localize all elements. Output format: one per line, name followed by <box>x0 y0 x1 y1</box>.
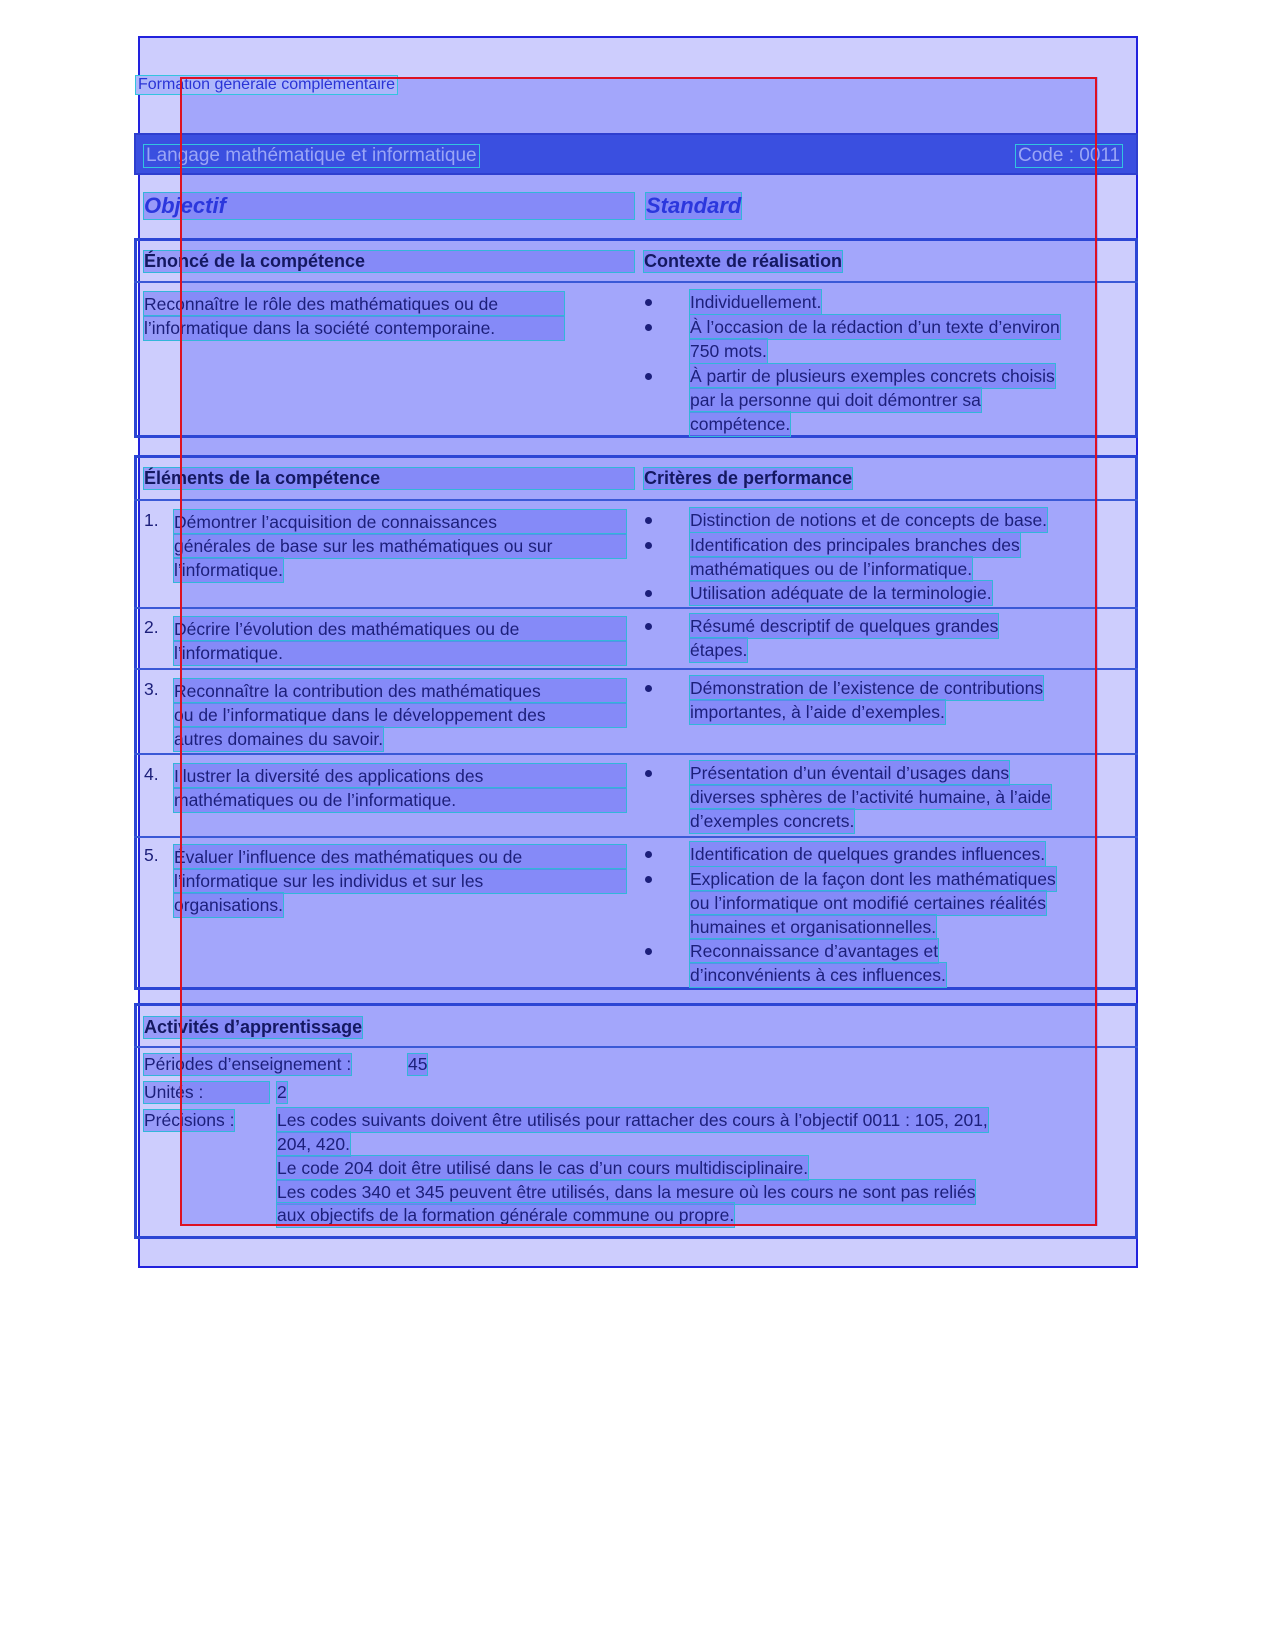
element-1-line-2: générales de base sur les mathématiques ou sur <box>174 534 626 558</box>
statement-line-1: Reconnaître le rôle des mathématiques ou de <box>144 292 564 316</box>
element-1-line-1: Démontrer l’acquisition de connaissances <box>174 510 626 534</box>
criterion-5-3-line-2: d’inconvénients à ces influences. <box>690 965 946 985</box>
criterion-4-1-line-3: d’exemples concrets. <box>690 811 855 831</box>
divider <box>134 607 1138 609</box>
criterion-1-1: Distinction de notions et de concepts de base. <box>690 510 1048 530</box>
elements-header: Éléments de la compétence <box>144 468 634 489</box>
bullet-icon <box>645 851 652 858</box>
units-value: 2 <box>277 1082 287 1102</box>
standard-heading: Standard <box>646 193 742 218</box>
element-5-line-1: Évaluer l’influence des mathématiques ou de <box>174 845 626 869</box>
element-3-line-1: Reconnaître la contribution des mathématiques <box>174 679 626 703</box>
criterion-2-1-line-2: étapes. <box>690 640 748 660</box>
context-item-3-line-2: par la personne qui doit démontrer sa <box>690 390 981 410</box>
criterion-2-1-line-1: Résumé descriptif de quelques grandes <box>690 616 999 636</box>
element-5-line-2: l’informatique sur les individus et sur les <box>174 869 626 893</box>
divider <box>134 1046 1138 1048</box>
precision-line-1: Les codes suivants doivent être utilisés pour rattacher des cours à l’objectif 0011 : 105, 201, <box>277 1110 988 1130</box>
divider <box>134 499 1138 501</box>
top-title: Formation générale complémentaire <box>138 76 396 93</box>
criterion-3-1-line-2: importantes, à l’aide d’exemples. <box>690 702 945 722</box>
context-header: Contexte de réalisation <box>644 251 843 271</box>
bullet-icon <box>645 685 652 692</box>
criterion-1-3: Utilisation adéquate de la terminologie. <box>690 583 992 603</box>
divider <box>134 668 1138 670</box>
precision-line-3: Le code 204 doit être utilisé dans le cas d’un cours multidisciplinaire. <box>277 1158 809 1178</box>
units-label: Unités : <box>144 1082 269 1103</box>
bullet-icon <box>645 373 652 380</box>
divider <box>134 836 1138 838</box>
element-number: 3. <box>144 679 159 699</box>
criterion-5-3-line-1: Reconnaissance d’avantages et <box>690 941 939 961</box>
precision-line-5: aux objectifs de la formation générale commune ou propre. <box>277 1205 735 1225</box>
element-4-line-2: mathématiques ou de l’informatique. <box>174 788 626 812</box>
context-item-3-line-1: À partir de plusieurs exemples concrets choisis <box>690 366 1055 386</box>
criterion-5-2-line-1: Explication de la façon dont les mathématiques <box>690 869 1056 889</box>
element-number: 2. <box>144 617 159 637</box>
element-3-line-2: ou de l’informatique dans le développement des <box>174 703 626 727</box>
element-number: 1. <box>144 510 159 530</box>
periods-label: Périodes d’enseignement : <box>144 1054 352 1074</box>
band-code: Code : 0011 <box>1018 145 1121 166</box>
element-number: 4. <box>144 764 159 784</box>
element-3-line-3: autres domaines du savoir. <box>174 729 384 749</box>
criterion-3-1-line-1: Démonstration de l’existence de contributions <box>690 678 1044 698</box>
statement-header: Énoncé de la compétence <box>144 251 634 272</box>
context-item-1: Individuellement. <box>690 292 822 312</box>
bullet-icon <box>645 517 652 524</box>
criterion-1-2-line-2: mathématiques ou de l’informatique. <box>690 559 973 579</box>
bullet-icon <box>645 299 652 306</box>
element-5-line-3: organisations. <box>174 895 283 915</box>
context-item-2-line-1: À l’occasion de la rédaction d’un texte d’environ <box>690 317 1060 337</box>
element-4-line-1: Illustrer la diversité des applications des <box>174 764 626 788</box>
bullet-icon <box>645 770 652 777</box>
context-item-3-line-3: compétence. <box>690 414 791 434</box>
criterion-5-2-line-2: ou l’informatique ont modifié certaines réalités <box>690 893 1047 913</box>
bullet-icon <box>645 948 652 955</box>
divider <box>134 281 1138 283</box>
bullet-icon <box>645 590 652 597</box>
criterion-5-2-line-3: humaines et organisationnelles. <box>690 917 937 937</box>
divider <box>134 753 1138 755</box>
precisions-label: Précisions : <box>144 1110 235 1130</box>
element-2-line-2: l’informatique. <box>174 641 626 665</box>
objective-heading: Objectif <box>144 193 634 219</box>
band-title: Langage mathématique et informatique <box>146 145 477 166</box>
criterion-1-2-line-1: Identification des principales branches des <box>690 535 1020 555</box>
bullet-icon <box>645 324 652 331</box>
element-number: 5. <box>144 845 159 865</box>
activities-header: Activités d’apprentissage <box>144 1017 363 1037</box>
precision-line-2: 204, 420. <box>277 1134 350 1154</box>
criterion-4-1-line-1: Présentation d’un éventail d’usages dans <box>690 763 1010 783</box>
statement-line-2: l’informatique dans la société contemporaine. <box>144 316 564 340</box>
bullet-icon <box>645 876 652 883</box>
context-item-2-line-2: 750 mots. <box>690 341 767 361</box>
bullet-icon <box>645 623 652 630</box>
element-1-line-3: l’informatique. <box>174 560 283 580</box>
criterion-5-1: Identification de quelques grandes influences. <box>690 844 1046 864</box>
bullet-icon <box>645 542 652 549</box>
criteria-header: Critères de performance <box>644 468 853 488</box>
element-2-line-1: Décrire l’évolution des mathématiques ou de <box>174 617 626 641</box>
periods-value: 45 <box>408 1054 428 1074</box>
criterion-4-1-line-2: diverses sphères de l’activité humaine, à l’aide <box>690 787 1051 807</box>
precision-line-4: Les codes 340 et 345 peuvent être utilisés, dans la mesure où les cours ne sont pas reliés <box>277 1182 976 1202</box>
